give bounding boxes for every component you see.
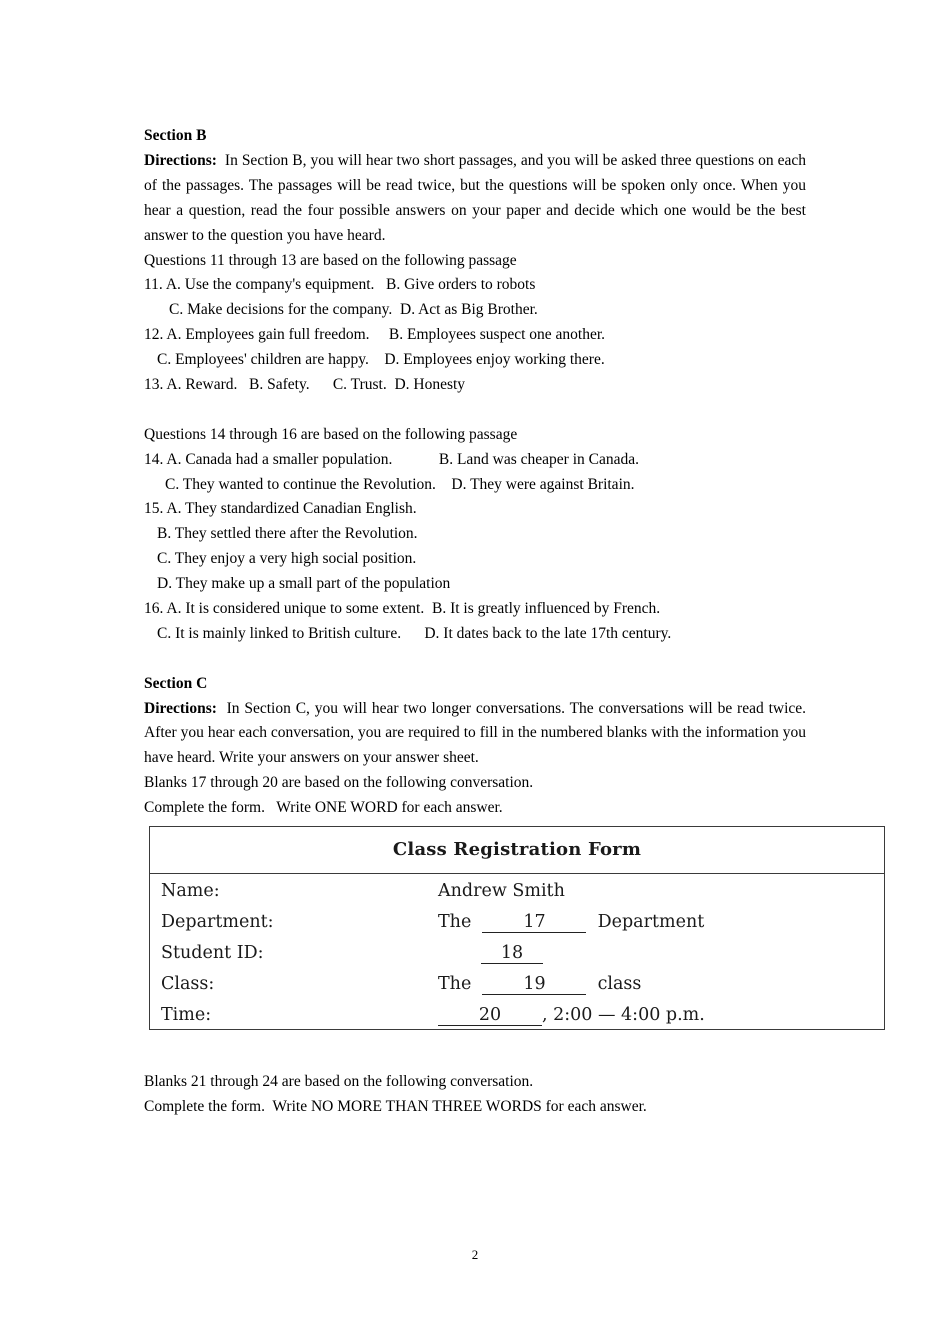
time-suffix: , 2:00 — 4:00 p.m. [542,1005,705,1025]
spacer [144,647,806,672]
class-prefix: The [438,974,472,994]
class-label: Class: [161,974,215,994]
blank-19: 19 [482,974,586,995]
section-c-directions [144,697,806,772]
name-label: Name: [161,881,220,901]
section-c-part2 [144,1070,806,1120]
question-line: 11. A. Use the company's equipment. B. Give orders to robots [144,276,536,294]
student-id-value [438,943,543,964]
page-number: 2 [471,1247,479,1262]
blanks-intro: Blanks 21 through 24 are based on the following conversation. [144,1073,534,1090]
form-title: Class Registration Form [392,839,642,860]
question-line: B. They settled there after the Revolution. [157,525,418,543]
blanks-instruction: Complete the form. Write ONE WORD for each answer. [144,799,503,817]
question-group-intro: Questions 14 through 16 are based on the following passage [144,425,518,443]
department-suffix: Department [597,912,705,932]
form-row-class [150,970,884,1000]
section-b-heading: Section B [144,127,207,144]
student-id-label: Student ID: [161,943,264,963]
department-value [438,912,704,933]
directions-text: In Section C, you will hear two longer conversations. The conversations will be read twice. After you hear each conversation, you are required to fill in the numbered blanks with the information you have heard. Write your answers on your answer sheet. [144,699,807,767]
question-line: 15. A. They standardized Canadian English. [144,500,417,518]
department-prefix: The [438,912,472,932]
form-row-time [150,1001,884,1031]
time-label: Time: [161,1005,212,1025]
section-b-directions [144,149,806,249]
class-registration-form [149,826,885,1030]
question-line: D. They make up a small part of the population [157,575,451,593]
form-divider [150,873,884,874]
department-label: Department: [161,912,274,932]
class-suffix: class [597,974,642,994]
time-value [438,1005,705,1026]
blank-20: 20 [438,1005,542,1026]
question-line: C. They enjoy a very high social position. [157,550,417,568]
form-row-student-id [150,939,884,969]
question-group-intro: Questions 11 through 13 are based on the following passage [144,251,517,269]
exam-page [144,124,806,821]
directions-label: Directions: [144,151,217,169]
name-value: Andrew Smith [438,881,565,901]
question-line: C. It is mainly linked to British culture. D. It dates back to the late 17th century. [157,624,672,642]
blank-18: 18 [481,943,543,964]
question-line: 14. A. Canada had a smaller population. B. Land was cheaper in Canada. [144,450,640,468]
question-line: C. They wanted to continue the Revolution. D. They were against Britain. [165,475,635,493]
question-line: C. Employees' children are happy. D. Employees enjoy working there. [157,351,605,369]
class-value [438,974,641,995]
question-line: C. Make decisions for the company. D. Act as Big Brother. [169,301,538,319]
blanks-intro: Blanks 17 through 20 are based on the following conversation. [144,774,534,792]
section-c-heading: Section C [144,674,208,692]
question-line: 16. A. It is considered unique to some extent. B. It is greatly influenced by French. [144,599,661,617]
question-line: 13. A. Reward. B. Safety. C. Trust. D. Honesty [144,375,466,393]
blank-17: 17 [482,912,586,933]
question-line: 12. A. Employees gain full freedom. B. Employees suspect one another. [144,326,606,344]
directions-text: In Section B, you will hear two short passages, and you will be asked three questions on each of the passages. The passages will be read twice, but the questions will be spoken only once. When you hear a question, read the four possible answers on your paper and decide which one would be the best answer to the question you have heard. [144,151,806,244]
spacer [144,398,806,423]
directions-label: Directions: [144,699,217,717]
blanks-instruction: Complete the form. Write NO MORE THAN THREE WORDS for each answer. [144,1097,647,1115]
form-row-name [150,877,884,907]
form-row-department [150,908,884,938]
